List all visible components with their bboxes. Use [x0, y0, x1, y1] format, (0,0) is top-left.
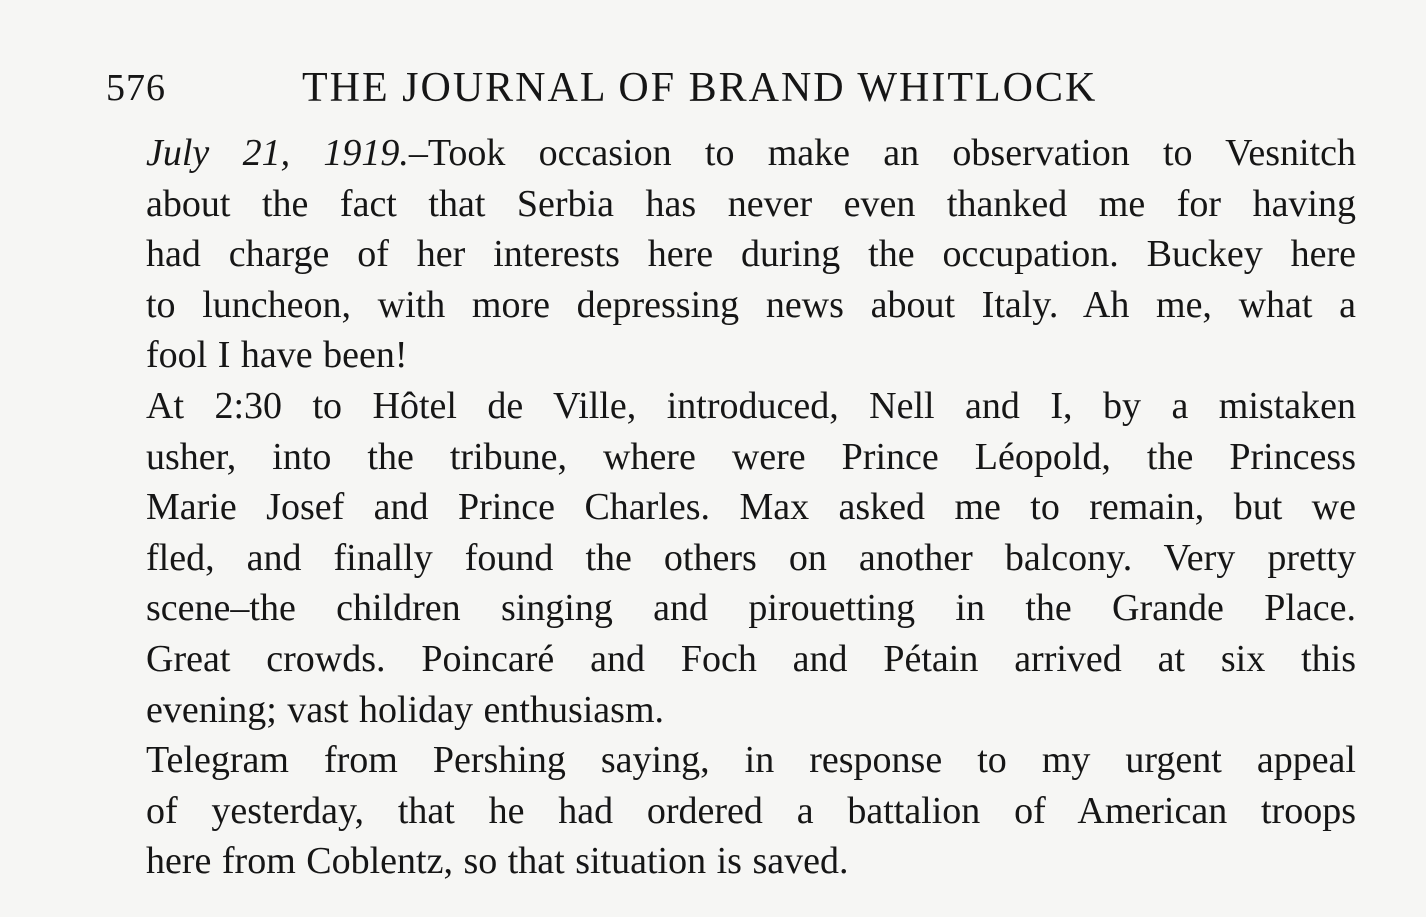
- paragraph-july-21: [102, 128, 1356, 381]
- text-line: fled, and finally found the others on another balcony. Very pretty: [146, 536, 1356, 579]
- text-line: Telegram from Pershing saying, in response to my urgent appeal: [146, 739, 1356, 782]
- body-text: [102, 128, 1356, 887]
- paragraph-telegram: [102, 735, 1356, 887]
- text-line: about the fact that Serbia has never even thanked me for having: [146, 182, 1356, 225]
- text-line: evening; vast holiday enthusiasm.: [146, 688, 665, 731]
- text-line: [102, 128, 1356, 179]
- text-line: of yesterday, that he had ordered a battalion of American troops: [146, 789, 1356, 832]
- running-head: THE JOURNAL OF BRAND WHITLOCK: [302, 65, 1098, 111]
- text-line: scene–the children singing and pirouetting in the Grande Place.: [146, 587, 1356, 630]
- entry-date: July 21, 1919.: [146, 132, 409, 174]
- text-line: to luncheon, with more depressing news about Italy. Ah me, what a: [146, 283, 1356, 326]
- page-header: [106, 58, 1356, 114]
- text-line: Great crowds. Poincaré and Foch and Pétain arrived at six this: [146, 637, 1356, 680]
- text-line: usher, into the tribune, where were Prince Léopold, the Princess: [146, 435, 1356, 478]
- text-line: had charge of her interests here during the occupation. Buckey here: [146, 233, 1356, 276]
- text-line: At 2:30 to Hôtel de Ville, introduced, Nell and I, by a mistaken: [146, 384, 1356, 427]
- paragraph-hotel-de-ville: [102, 381, 1356, 735]
- page-number: 576: [106, 67, 166, 109]
- text-line: here from Coblentz, so that situation is saved.: [146, 840, 849, 883]
- text-line: Marie Josef and Prince Charles. Max asked me to remain, but we: [146, 486, 1356, 529]
- text-line-content: –Took occasion to make an observation to Vesnitch: [408, 132, 1356, 174]
- text-line: fool I have been!: [146, 334, 408, 377]
